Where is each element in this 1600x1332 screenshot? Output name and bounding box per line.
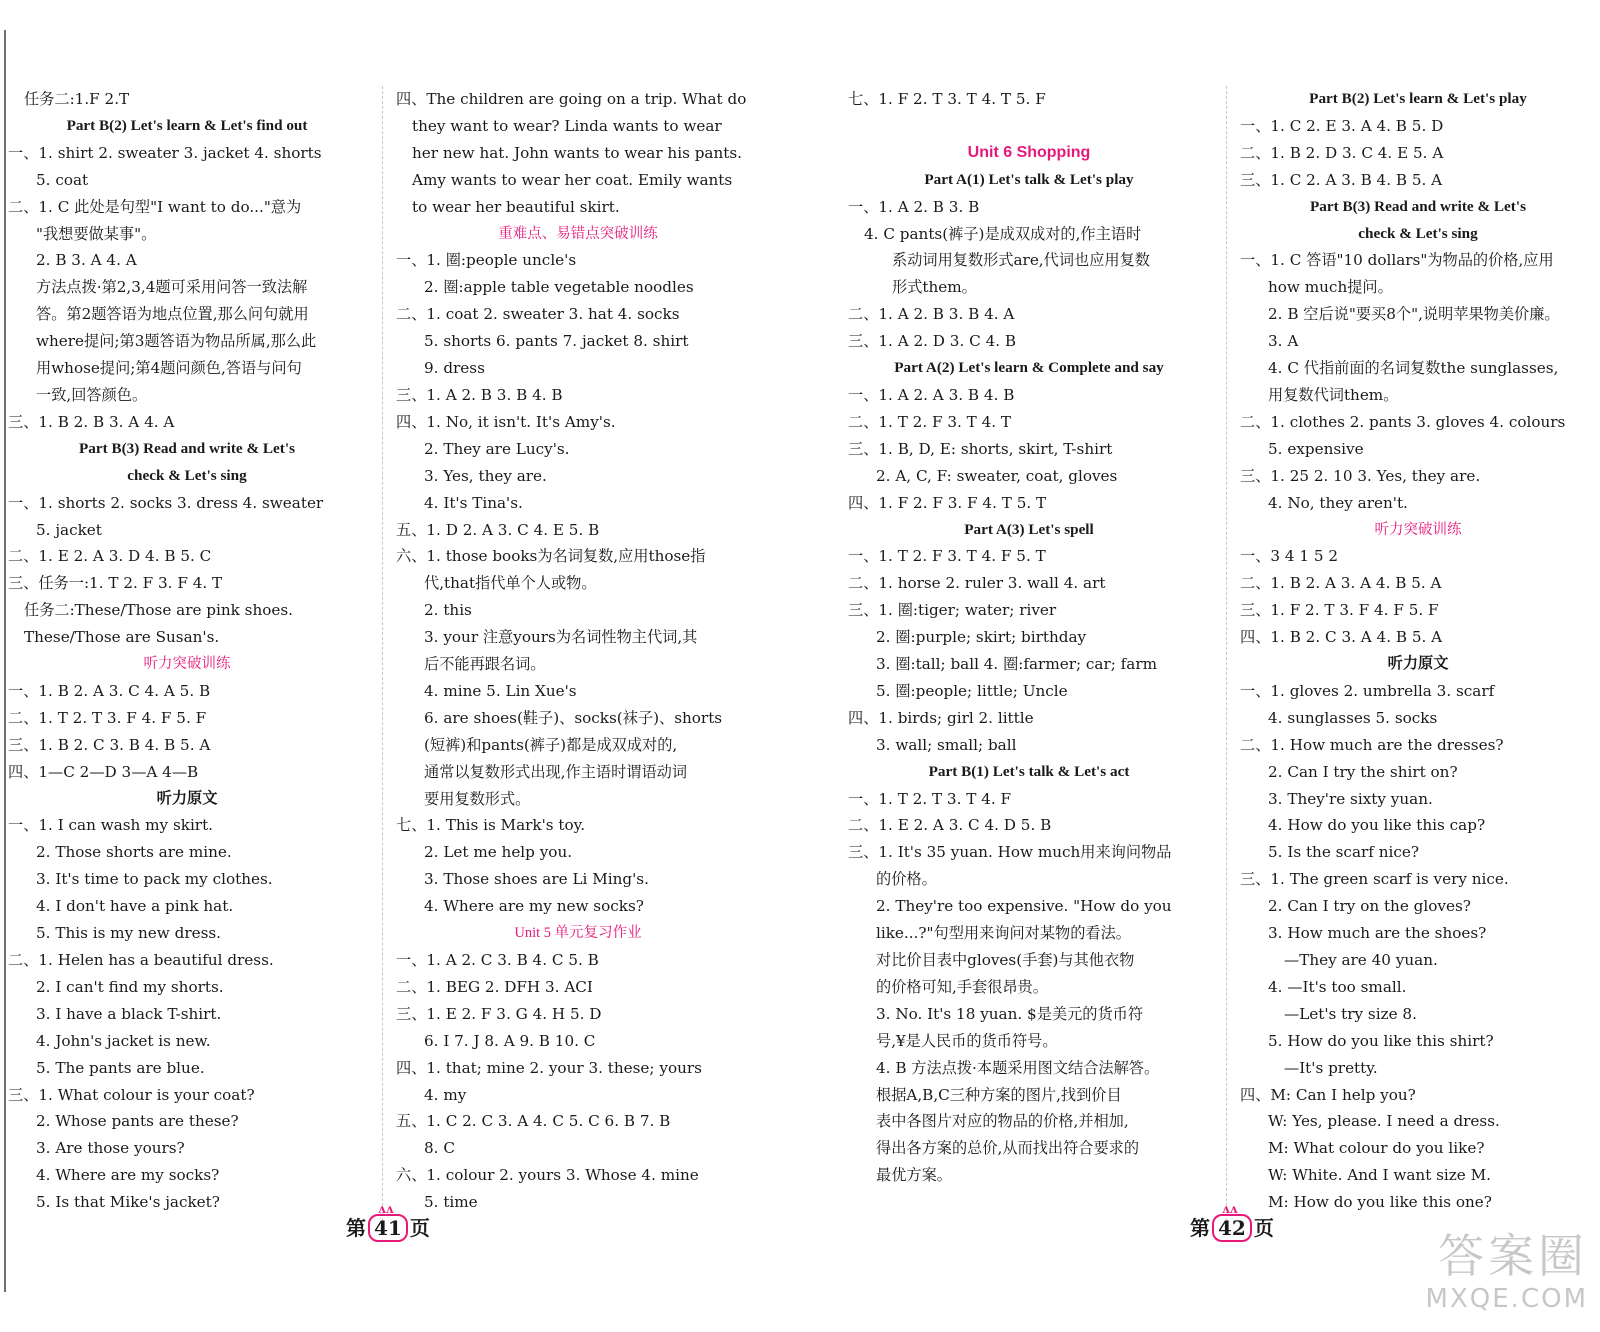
section-heading: check & Let's sing xyxy=(1358,224,1478,242)
answer-line: 二、1. E 2. A 3. C 4. D 5. B xyxy=(848,816,1052,835)
answer-line: 一致,回答颜色。 xyxy=(36,385,148,404)
answer-line: M: How do you like this one? xyxy=(1268,1193,1492,1212)
answer-line: 3. 圈:tall; ball 4. 圈:farmer; car; farm xyxy=(876,655,1158,674)
answer-line: to wear her beautiful skirt. xyxy=(412,197,620,216)
column-3 xyxy=(848,86,1210,1189)
answer-line: 六、1. colour 2. yours 3. Whose 4. mine xyxy=(396,1166,699,1185)
answer-line: (短裤)和pants(裤子)都是成双成对的, xyxy=(424,735,678,754)
page-suffix: 页 xyxy=(409,1216,430,1240)
answer-line: 3. They're sixty yuan. xyxy=(1268,789,1433,808)
answer-line: 4. mine 5. Lin Xue's xyxy=(424,681,577,700)
answer-line: 系动词用复数形式are,代词也应用复数 xyxy=(892,251,1150,270)
answer-line: 二、1. T 2. T 3. F 4. F 5. F xyxy=(8,708,207,727)
answer-line: 6. I 7. J 8. A 9. B 10. C xyxy=(424,1031,596,1050)
section-heading: Part B(2) Let's learn & Let's find out xyxy=(66,116,308,134)
answer-line: 得出各方案的总价,从而找出符合要求的 xyxy=(876,1139,1140,1158)
answer-line: 三、1. What colour is your coat? xyxy=(8,1085,255,1104)
answer-line: These/Those are Susan's. xyxy=(24,628,220,647)
answer-line: 2. A, C, F: sweater, coat, gloves xyxy=(876,466,1118,485)
answer-line: 任务二:1.F 2.T xyxy=(24,90,130,108)
answer-line: 3. No. It's 18 yuan. $是美元的货币符 xyxy=(876,1004,1144,1023)
answer-line: 要用复数形式。 xyxy=(424,789,531,808)
answer-line: W: Yes, please. I need a dress. xyxy=(1268,1112,1500,1131)
answer-line: 9. dress xyxy=(424,359,485,378)
answer-line: 四、The children are going on a trip. What do xyxy=(396,90,747,108)
section-heading: Part A(1) Let's talk & Let's play xyxy=(924,170,1134,188)
answer-line: 二、1. coat 2. sweater 3. hat 4. socks xyxy=(396,305,680,324)
answer-line: 的价格可知,手套很昂贵。 xyxy=(876,977,1048,996)
answer-line: 五、1. C 2. C 3. A 4. C 5. C 6. B 7. B xyxy=(396,1112,671,1131)
column-4 xyxy=(1240,86,1596,1216)
answer-line: 三、1. A 2. B 3. B 4. B xyxy=(396,385,563,404)
section-heading: Part A(2) Let's learn & Complete and say xyxy=(894,359,1164,377)
answer-line: 一、1. T 2. T 3. T 4. F xyxy=(848,789,1012,808)
answer-line: 七、1. F 2. T 3. T 4. T 5. F xyxy=(848,90,1046,108)
answer-line: 2. Whose pants are these? xyxy=(36,1112,239,1131)
answer-line: 三、1. 25 2. 10 3. Yes, they are. xyxy=(1240,466,1481,485)
answer-line: 三、1. The green scarf is very nice. xyxy=(1240,870,1509,889)
answer-line: 2. They're too expensive. "How do you xyxy=(876,897,1172,916)
answer-line: 答。第2题答语为地点位置,那么问句就用 xyxy=(36,305,309,324)
answer-line: 一、3 4 1 5 2 xyxy=(1240,547,1338,566)
answer-line: 2. B 3. A 4. A xyxy=(36,251,137,270)
answer-line: 6. are shoes(鞋子)、socks(袜子)、shorts xyxy=(424,708,723,727)
answer-line: 二、1. Helen has a beautiful dress. xyxy=(8,951,274,969)
answer-line: 三、1. E 2. F 3. G 4. H 5. D xyxy=(396,1004,602,1023)
answer-line: 4. I don't have a pink hat. xyxy=(36,897,234,916)
answer-line: 二、1. How much are the dresses? xyxy=(1240,735,1504,754)
answer-line: 一、1. I can wash my skirt. xyxy=(8,816,214,835)
answer-line: 3. Yes, they are. xyxy=(424,466,547,485)
page-prefix: 第 xyxy=(346,1216,366,1240)
answer-line: 三、1. 圈:tiger; water; river xyxy=(848,601,1057,620)
column-2 xyxy=(396,86,760,1216)
answer-line: 的价格。 xyxy=(876,870,937,889)
answer-line: —Let's try size 8. xyxy=(1284,1004,1417,1023)
page-suffix: 页 xyxy=(1253,1216,1274,1240)
answer-line: 5. expensive xyxy=(1268,439,1364,458)
answer-line: 2. Those shorts are mine. xyxy=(36,843,232,862)
bunny-ears-icon: ʌʌ xyxy=(378,1202,394,1216)
page-number-value: 42 xyxy=(1218,1216,1246,1240)
answer-line: 3. A xyxy=(1268,332,1299,351)
answer-line: 3. Those shoes are Li Ming's. xyxy=(424,870,649,889)
answer-line: they want to wear? Linda wants to wear xyxy=(412,116,722,135)
answer-line: 用whose提问;第4题问颜色,答语与问句 xyxy=(36,359,302,378)
answer-line: 六、1. those books为名词复数,应用those指 xyxy=(396,547,706,566)
page-number-value: 41 xyxy=(374,1216,402,1240)
answer-line: 号,¥是人民币的货币符号。 xyxy=(876,1031,1058,1050)
answer-line: 三、1. F 2. T 3. F 4. F 5. F xyxy=(1240,601,1439,620)
answer-line: 2. Can I try the shirt on? xyxy=(1268,762,1458,781)
answer-line: 用复数代词them。 xyxy=(1268,385,1399,404)
answer-line: 代,that指代单个人或物。 xyxy=(424,574,597,593)
section-heading: Part B(3) Read and write & Let's xyxy=(1310,197,1526,215)
answer-line: Amy wants to wear her coat. Emily wants xyxy=(412,170,733,189)
answer-line: "我想要做某事"。 xyxy=(36,224,157,243)
column-divider xyxy=(1226,86,1227,1226)
answer-line: 四、1—C 2—D 3—A 4—B xyxy=(8,762,199,781)
answer-line: 一、1. C 2. E 3. A 4. B 5. D xyxy=(1240,116,1444,135)
section-heading: Part B(1) Let's talk & Let's act xyxy=(928,762,1130,780)
answer-line: 3. It's time to pack my clothes. xyxy=(36,870,273,889)
section-heading: Part B(3) Read and write & Let's xyxy=(79,439,295,457)
answer-line: 通常以复数形式出现,作主语时谓语动词 xyxy=(424,762,688,781)
answer-line: 4. C 代指前面的名词复数the sunglasses, xyxy=(1268,359,1559,378)
page-prefix: 第 xyxy=(1190,1216,1210,1240)
page-number-left xyxy=(346,1202,430,1242)
section-heading: Part A(3) Let's spell xyxy=(964,520,1094,538)
section-heading: check & Let's sing xyxy=(127,466,247,484)
answer-line: 三、1. B 2. C 3. B 4. B 5. A xyxy=(8,735,211,754)
answer-line: 4. No, they aren't. xyxy=(1268,493,1408,512)
answer-line: 四、1. No, it isn't. It's Amy's. xyxy=(396,412,616,431)
answer-line: 三、1. C 2. A 3. B 4. B 5. A xyxy=(1240,170,1443,189)
answer-line: 一、1. gloves 2. umbrella 3. scarf xyxy=(1240,681,1495,700)
answer-line: 二、1. E 2. A 3. D 4. B 5. C xyxy=(8,547,212,566)
section-heading: 听力原文 xyxy=(156,789,218,807)
answer-line: 4. John's jacket is new. xyxy=(36,1031,211,1050)
answer-line: 最优方案。 xyxy=(876,1166,952,1185)
answer-line: 五、1. D 2. A 3. C 4. E 5. B xyxy=(396,520,600,539)
answer-line: 二、1. clothes 2. pants 3. gloves 4. colours xyxy=(1240,412,1566,431)
answer-line: 四、1. that; mine 2. your 3. these; yours xyxy=(396,1058,702,1077)
answer-line: 一、1. shirt 2. sweater 3. jacket 4. shorts xyxy=(8,143,322,162)
answer-line: 一、1. A 2. C 3. B 4. C 5. B xyxy=(396,951,599,969)
answer-line: 二、1. BEG 2. DFH 3. ACI xyxy=(396,977,593,996)
answer-line: 5. time xyxy=(424,1193,478,1212)
answer-line: 5. jacket xyxy=(36,520,102,539)
answer-line: 二、1. A 2. B 3. B 4. A xyxy=(848,305,1015,324)
answer-line: 4. C pants(裤子)是成双成对的,作主语时 xyxy=(864,224,1142,243)
answer-line: 四、1. birds; girl 2. little xyxy=(848,708,1034,727)
answer-line: 二、1. C 此处是句型"I want to do..."意为 xyxy=(8,197,302,216)
answer-line: her new hat. John wants to wear his pants. xyxy=(412,143,742,162)
answer-line: 3. I have a black T-shirt. xyxy=(36,1004,222,1023)
answer-line: 3. wall; small; ball xyxy=(876,735,1017,754)
answer-line: 8. C xyxy=(424,1139,455,1158)
answer-line: 二、1. T 2. F 3. T 4. T xyxy=(848,412,1012,431)
answer-line: 5. Is that Mike's jacket? xyxy=(36,1193,220,1212)
answer-line: W: White. And I want size M. xyxy=(1268,1166,1491,1185)
answer-line: 一、1. B 2. A 3. C 4. A 5. B xyxy=(8,681,211,700)
answer-line: 四、M: Can I help you? xyxy=(1240,1085,1416,1104)
answer-line: 四、1. B 2. C 3. A 4. B 5. A xyxy=(1240,628,1443,647)
page-number-right xyxy=(1190,1202,1274,1242)
answer-line: 5. coat xyxy=(36,170,89,189)
section-heading: 重难点、易错点突破训练 xyxy=(498,225,658,242)
answer-line: 一、1. A 2. B 3. B xyxy=(848,197,980,216)
answer-line: 5. shorts 6. pants 7. jacket 8. shirt xyxy=(424,332,689,351)
answer-line: how much提问。 xyxy=(1268,278,1393,297)
answer-line: 根据A,B,C三种方案的图片,找到价目 xyxy=(876,1085,1122,1104)
answer-line: 2. B 空后说"要买8个",说明苹果物美价廉。 xyxy=(1268,305,1560,324)
answer-line: 二、1. B 2. D 3. C 4. E 5. A xyxy=(1240,143,1444,162)
answer-line: 2. Let me help you. xyxy=(424,843,573,862)
answer-line: like...?"句型用来询问对某物的看法。 xyxy=(876,924,1131,943)
section-heading: Unit 6 Shopping xyxy=(967,143,1091,161)
answer-line: 5. This is my new dress. xyxy=(36,924,221,943)
column-1 xyxy=(8,86,366,1216)
answer-line: 表中各图片对应的物品的价格,并相加, xyxy=(876,1112,1129,1131)
answer-line: 后不能再跟名词。 xyxy=(424,655,546,674)
answer-line: 形式them。 xyxy=(892,278,977,297)
answer-line: 4. B 方法点拨·本题采用图文结合法解答。 xyxy=(876,1058,1160,1077)
answer-line: 三、1. B 2. B 3. A 4. A xyxy=(8,412,175,431)
answer-line: 5. Is the scarf nice? xyxy=(1268,843,1419,862)
answer-line: 4. It's Tina's. xyxy=(424,493,523,512)
answer-line: 一、1. T 2. F 3. T 4. F 5. T xyxy=(848,547,1046,566)
answer-line: M: What colour do you like? xyxy=(1268,1139,1485,1158)
answer-line: 2. this xyxy=(424,601,472,620)
watermark-logo xyxy=(1378,1228,1588,1324)
answer-line: 3. Are those yours? xyxy=(36,1139,185,1158)
answer-line: 任务二:These/Those are pink shoes. xyxy=(24,601,293,620)
answer-line: 方法点拨·第2,3,4题可采用问答一致法解 xyxy=(36,278,308,297)
answer-line: 一、1. 圈:people uncle's xyxy=(396,251,577,270)
answer-line: 4. sunglasses 5. socks xyxy=(1268,708,1438,727)
book-spine xyxy=(4,30,6,1292)
answer-line: 5. The pants are blue. xyxy=(36,1058,205,1077)
answer-line: —They are 40 yuan. xyxy=(1284,951,1438,969)
answer-line: 4. my xyxy=(424,1085,467,1104)
answer-line: 一、1. A 2. A 3. B 4. B xyxy=(848,385,1015,404)
answer-line: 5. How do you like this shirt? xyxy=(1268,1031,1494,1050)
answer-line: 4. —It's too small. xyxy=(1268,977,1407,996)
section-heading: 听力突破训练 xyxy=(1374,521,1462,538)
answer-line: 七、1. This is Mark's toy. xyxy=(396,816,586,835)
answer-line: 4. How do you like this cap? xyxy=(1268,816,1486,835)
answer-line: 三、1. A 2. D 3. C 4. B xyxy=(848,332,1017,351)
answer-line: —It's pretty. xyxy=(1284,1058,1378,1077)
section-heading: 听力突破训练 xyxy=(143,656,231,673)
answer-line: 三、1. It's 35 yuan. How much用来询问物品 xyxy=(848,843,1172,862)
answer-line: 2. Can I try on the gloves? xyxy=(1268,897,1471,916)
bunny-ears-icon: ʌʌ xyxy=(1222,1202,1238,1216)
answer-line: 2. They are Lucy's. xyxy=(424,439,570,458)
answer-line: where提问;第3题答语为物品所属,那么此 xyxy=(36,332,317,351)
answer-line: 一、1. C 答语"10 dollars"为物品的价格,应用 xyxy=(1240,251,1554,270)
watermark-url: MXQE.COM xyxy=(1425,1284,1588,1314)
section-heading: Part B(2) Let's learn & Let's play xyxy=(1309,90,1527,107)
section-heading: Unit 5 单元复习作业 xyxy=(514,925,642,942)
answer-line: 二、1. horse 2. ruler 3. wall 4. art xyxy=(848,574,1106,593)
answer-line: 4. Where are my new socks? xyxy=(424,897,644,916)
answer-line: 3. your 注意yours为名词性物主代词,其 xyxy=(424,628,698,647)
answer-line: 二、1. B 2. A 3. A 4. B 5. A xyxy=(1240,574,1442,593)
answer-line: 3. How much are the shoes? xyxy=(1268,924,1487,943)
answer-line xyxy=(848,113,1210,140)
answer-line: 一、1. shorts 2. socks 3. dress 4. sweater xyxy=(8,493,324,512)
answer-line: 4. Where are my socks? xyxy=(36,1166,220,1185)
answer-line: 三、1. B, D, E: shorts, skirt, T-shirt xyxy=(848,439,1113,458)
answer-line: 对比价目表中gloves(手套)与其他衣物 xyxy=(876,951,1135,969)
answer-line: 2. 圈:apple table vegetable noodles xyxy=(424,278,694,297)
answer-line: 三、任务一:1. T 2. F 3. F 4. T xyxy=(8,574,223,593)
column-divider xyxy=(382,86,383,1226)
answer-line: 2. 圈:purple; skirt; birthday xyxy=(876,628,1087,647)
section-heading: 听力原文 xyxy=(1387,655,1449,673)
answer-line: 2. I can't find my shorts. xyxy=(36,977,224,996)
answer-line: 5. 圈:people; little; Uncle xyxy=(876,681,1068,700)
answer-line: 四、1. F 2. F 3. F 4. T 5. T xyxy=(848,493,1047,512)
watermark-text: 答案圈 xyxy=(1438,1229,1588,1283)
